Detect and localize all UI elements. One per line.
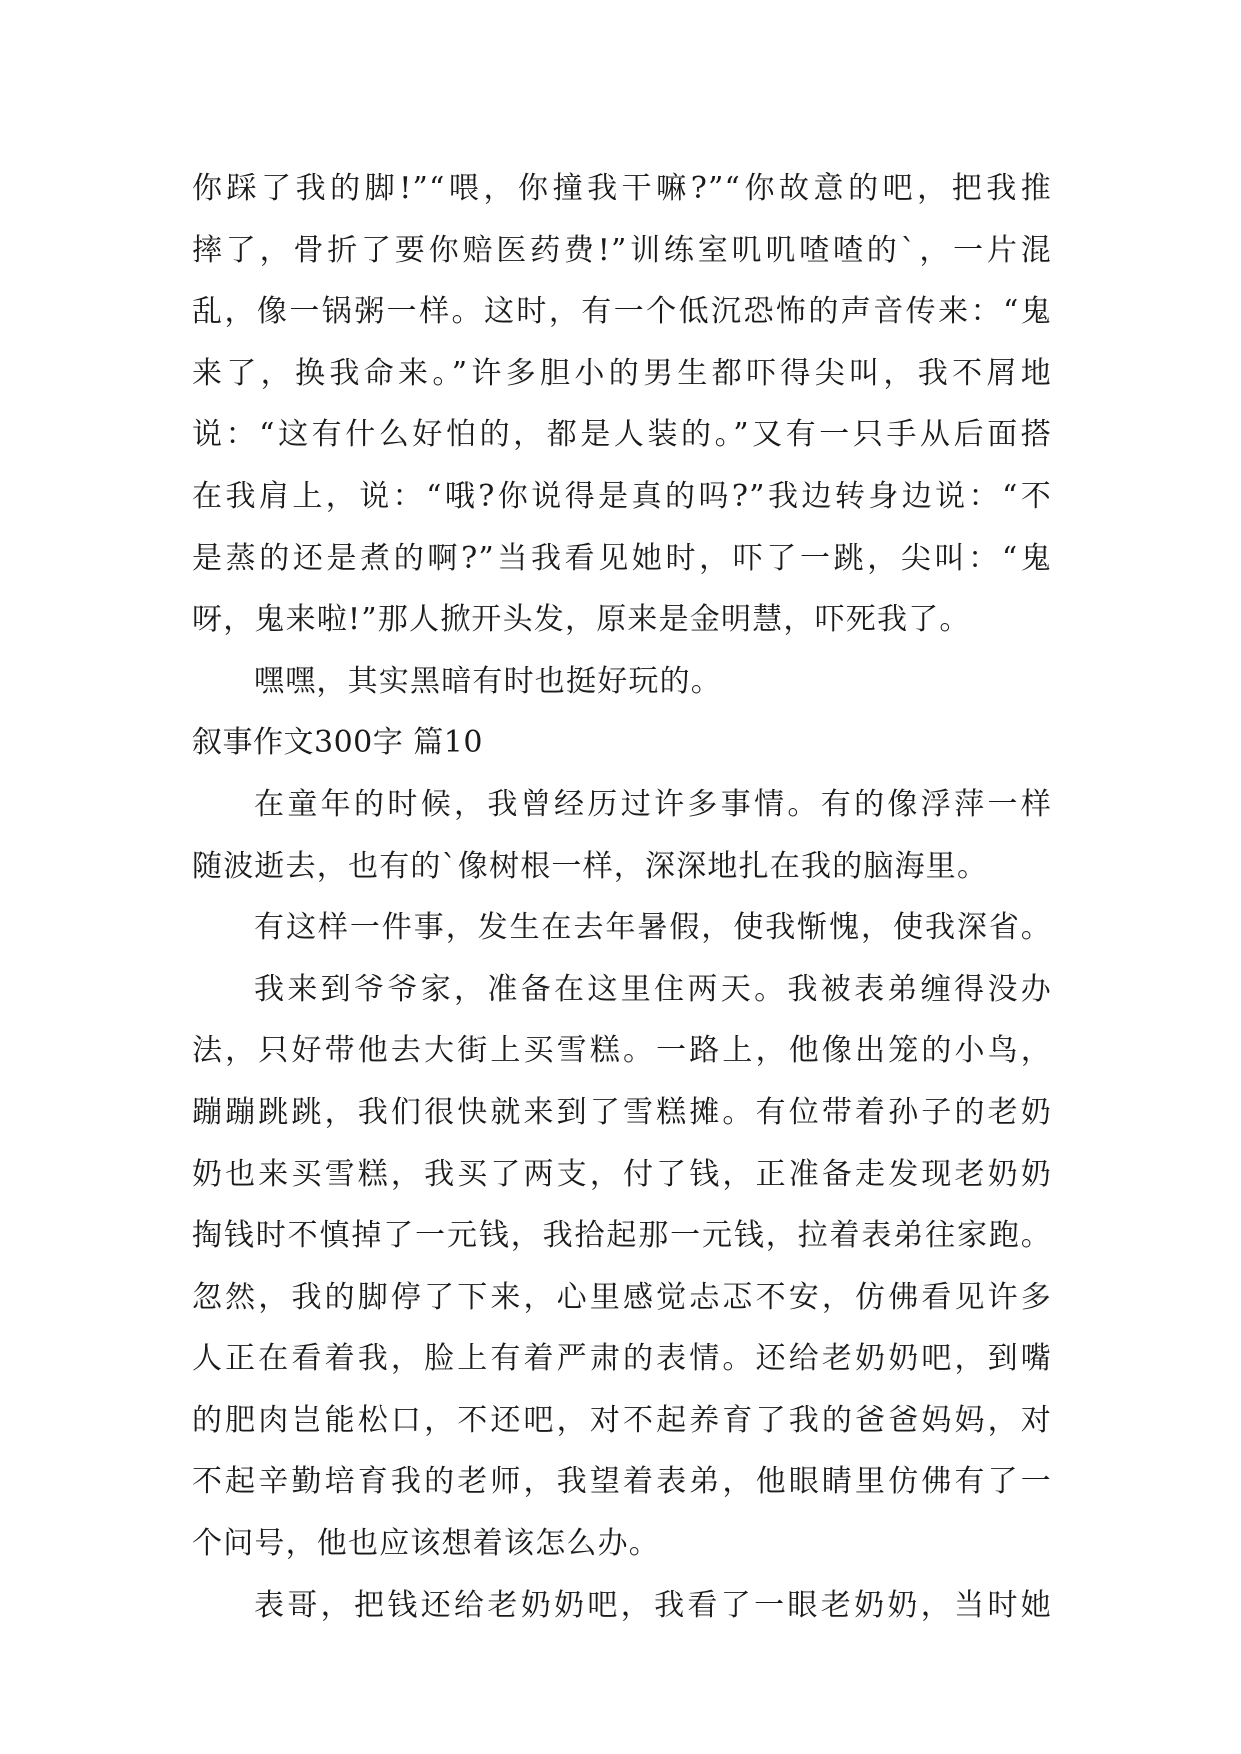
text-line: 人正在看着我，脸上有着严肃的表情。还给老奶奶吧，到嘴 [192,1341,1052,1377]
text-line: 呀，鬼来啦!”那人掀开头发，原来是金明慧，吓死我了。 [192,602,971,638]
text-line: 随波逝去，也有的`像树根一样，深深地扎在我的脑海里。 [192,848,989,884]
text-line: 你踩了我的脚!”“喂，你撞我干嘛?”“你故意的吧，把我推 [192,171,1052,206]
text-line: 掏钱时不慎掉了一元钱，我拾起那一元钱，拉着表弟往家跑。 [192,1218,1052,1254]
paragraph-start-line: 在童年的时候，我曾经历过许多事情。有的像浮萍一样 [254,786,1052,822]
paragraph-start-line: 表哥，把钱还给老奶奶吧，我看了一眼老奶奶，当时她 [254,1587,1052,1623]
document-page [192,158,1052,1636]
paragraph-start-line: 嘿嘿，其实黑暗有时也挺好玩的。 [254,663,722,699]
text-line: 不起辛勤培育我的老师，我望着表弟，他眼睛里仿佛有了一 [192,1464,1052,1500]
text-line: 摔了，骨折了要你赔医药费!”训练室叽叽喳喳的`，一片混 [192,232,1052,268]
text-line: 忽然，我的脚停了下来，心里感觉忐忑不安，仿佛看见许多 [192,1279,1052,1315]
text-line: 在我肩上，说：“哦?你说得是真的吗?”我边转身边说：“不 [192,478,1052,514]
text-line: 是蒸的还是煮的啊?”当我看见她时，吓了一跳，尖叫：“鬼 [192,540,1052,576]
text-line: 的肥肉岂能松口，不还吧，对不起养育了我的爸爸妈妈，对 [192,1402,1052,1438]
text-line: 奶也来买雪糕，我买了两支，付了钱，正准备走发现老奶奶 [192,1156,1052,1192]
text-line: 乱，像一锅粥一样。这时，有一个低沉恐怖的声音传来：“鬼 [192,294,1052,330]
text-line: 个问号，他也应该想着该怎么办。 [192,1526,660,1562]
text-line: 说：“这有什么好怕的，都是人装的。”又有一只手从后面搭 [192,417,1052,453]
text-line: 法，只好带他去大街上买雪糕。一路上，他像出笼的小鸟， [192,1033,1052,1069]
paragraph-start-line: 有这样一件事，发生在去年暑假，使我惭愧，使我深省。 [254,910,1052,946]
paragraph-start-line: 我来到爷爷家，准备在这里住两天。我被表弟缠得没办 [254,971,1052,1007]
text-line: 来了，换我命来。”许多胆小的男生都吓得尖叫，我不屑地 [192,355,1052,391]
section-heading: 叙事作文300字 篇10 [192,725,483,761]
text-line: 蹦蹦跳跳，我们很快就来到了雪糕摊。有位带着孙子的老奶 [192,1094,1052,1130]
